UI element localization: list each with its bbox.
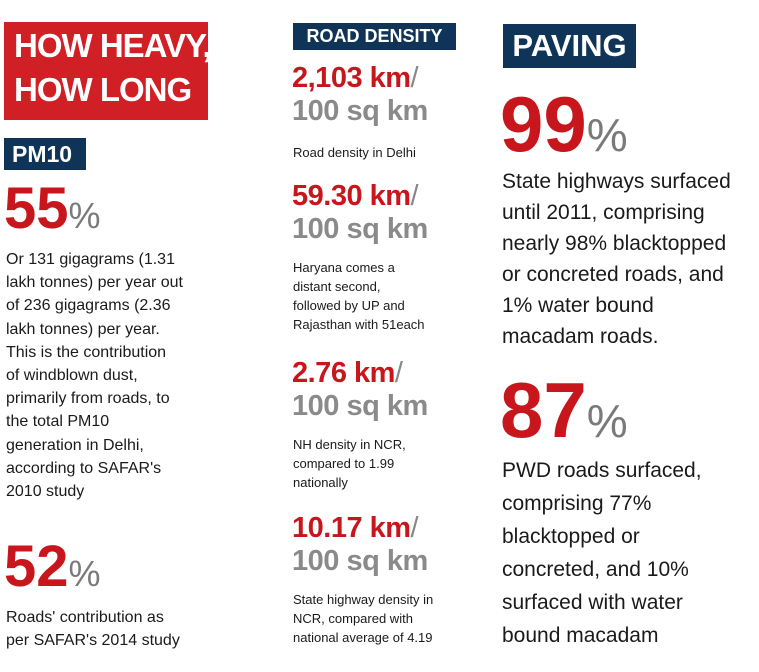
desc-line: concreted, and 10% [502, 558, 689, 581]
desc-line: lakh tonnes) per year out [6, 274, 183, 292]
desc-line: Haryana comes a [293, 260, 395, 275]
density-unit: 100 sq km [292, 545, 428, 577]
desc-line: nearly 98% blacktopped [502, 232, 727, 255]
percent-sign: % [586, 395, 628, 447]
density-unit: 100 sq km [292, 95, 428, 127]
paving-stat-87 [500, 366, 628, 465]
headline-line-1: HOW HEAVY, [14, 27, 211, 64]
desc-line: primarily from roads, to [6, 390, 170, 408]
desc-line: PWD roads surfaced, [502, 459, 702, 482]
pm10-stat-55 [4, 176, 101, 249]
desc-line: distant second, [293, 279, 381, 294]
percent-sign: % [68, 195, 101, 236]
desc-line: State highways surfaced [502, 170, 731, 193]
density-delhi-desc [293, 143, 416, 162]
pm10-stat-52 [4, 534, 101, 607]
pm10-stat-52-desc [6, 606, 180, 652]
desc-line: nationally [293, 475, 348, 490]
desc-line: of windblown dust, [6, 367, 138, 385]
density-sh-ncr-desc [293, 590, 433, 647]
density-unit: 100 sq km [292, 213, 428, 245]
desc-line: comprising 77% [502, 492, 652, 515]
percent-sign: % [68, 553, 101, 594]
desc-line: compared to 1.99 [293, 456, 395, 471]
paving-stat-99 [500, 80, 628, 179]
desc-line: Rajasthan with 51each [293, 317, 425, 332]
density-value: 10.17 km [292, 512, 411, 544]
desc-line: 2010 study [6, 483, 85, 501]
stat-value: 55 [4, 176, 69, 241]
percent-sign: % [586, 109, 628, 161]
density-value: 2,103 km [292, 62, 411, 94]
desc-line: or concreted roads, and [502, 263, 724, 286]
desc-line: until 2011, comprising [502, 201, 705, 224]
desc-line: blacktopped or [502, 525, 640, 548]
density-delhi [292, 62, 428, 128]
desc-line: lakh tonnes) per year. [6, 320, 160, 338]
stat-value: 99 [500, 80, 587, 168]
desc-line: national average of 4.19 [293, 630, 433, 645]
slash: / [410, 512, 419, 544]
paving-tag: PAVING [503, 24, 636, 68]
density-nh-ncr-desc [293, 435, 406, 492]
desc-line: followed by UP and [293, 298, 405, 313]
slash: / [394, 357, 403, 389]
pm10-stat-55-desc [6, 248, 183, 503]
density-haryana-desc [293, 258, 425, 334]
desc-line: Or 131 gigagrams (1.31 [6, 251, 175, 268]
slash: / [410, 180, 419, 212]
slash: / [410, 62, 419, 94]
desc-line: State highway density in [293, 592, 434, 607]
desc-line: This is the contribution [6, 343, 167, 361]
desc-line: per SAFAR's 2014 study [6, 632, 180, 650]
desc-line: 1% water bound [502, 294, 654, 317]
desc-line: NCR, compared with [293, 611, 413, 626]
density-haryana [292, 180, 428, 246]
desc-line: macadam roads. [502, 325, 659, 348]
desc-line: NH density in NCR, [293, 437, 406, 452]
paving-stat-87-desc [502, 454, 702, 652]
pm10-tag: PM10 [4, 138, 86, 170]
stat-value: 87 [500, 366, 587, 454]
density-unit: 100 sq km [292, 390, 428, 422]
desc-line: generation in Delhi, [6, 436, 144, 454]
desc-line: surfaced with water [502, 591, 683, 614]
density-value: 2.76 km [292, 357, 395, 389]
desc-line: of 236 gigagrams (2.36 [6, 297, 171, 315]
desc-line: according to SAFAR's [6, 459, 162, 477]
density-nh-ncr [292, 357, 428, 423]
desc-line: bound macadam [502, 624, 659, 647]
density-value: 59.30 km [292, 180, 411, 212]
headline-line-2: HOW LONG [14, 71, 192, 108]
desc-line: Road density in Delhi [293, 145, 416, 160]
stat-value: 52 [4, 534, 69, 599]
headline-box [4, 22, 211, 120]
paving-stat-99-desc [502, 166, 731, 352]
desc-line: the total PM10 [6, 413, 110, 431]
road-density-tag: ROAD DENSITY [293, 23, 456, 50]
density-sh-ncr [292, 512, 428, 578]
desc-line: Roads' contribution as [6, 609, 164, 626]
